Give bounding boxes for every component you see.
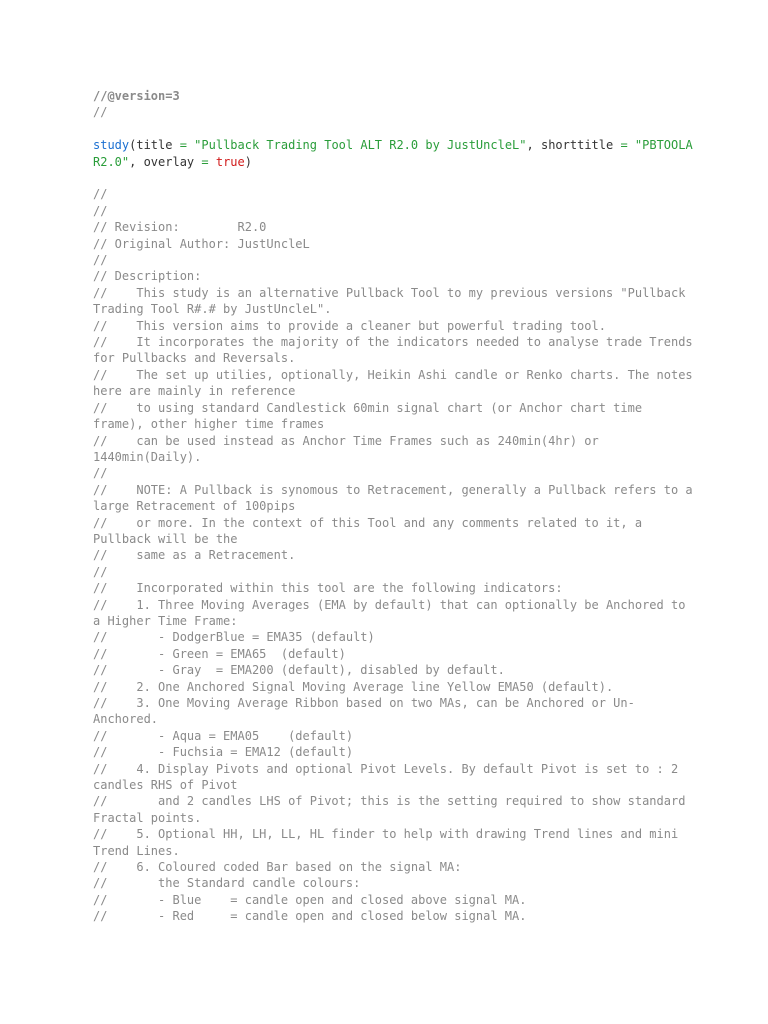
comment-line: // Description: bbox=[93, 269, 202, 284]
comment-line: // 1. Three Moving Averages (EMA by default) that can optionally be Anchored to a Higher Time Frame: bbox=[93, 597, 693, 628]
equals-operator: = bbox=[172, 138, 195, 153]
comment-line: // the Standard candle colours: bbox=[93, 876, 361, 891]
comment-line: // It incorporates the majority of the indicators needed to analyse trade Trends for Pullbacks and Reversals. bbox=[93, 335, 700, 366]
comment-line: // 2. One Anchored Signal Moving Average line Yellow EMA50 (default). bbox=[93, 679, 614, 694]
comment-line: // 3. One Moving Average Ribbon based on two MAs, can be Anchored or Un-Anchored. bbox=[93, 696, 635, 727]
shorttitle-key: shorttitle bbox=[540, 138, 614, 153]
comment-block bbox=[93, 170, 700, 925]
equals-operator: = bbox=[613, 138, 635, 153]
comma: , bbox=[129, 154, 144, 169]
comment-line: // - DodgerBlue = EMA35 (default) bbox=[93, 630, 375, 645]
comment-line: // bbox=[93, 466, 108, 481]
comment-line: // - Blue = candle open and closed above signal MA. bbox=[93, 892, 527, 907]
comment-line: // bbox=[93, 187, 108, 202]
title-key: title bbox=[136, 138, 173, 153]
comment-line: // NOTE: A Pullback is synomous to Retracement, generally a Pullback refers to a large Retracement of 100pips bbox=[93, 482, 700, 514]
comment-line: // 4. Display Pivots and optional Pivot Levels. By default Pivot is set to : 2 candles RHS of Pivot bbox=[93, 761, 686, 793]
code-block bbox=[93, 88, 700, 925]
comment-line: // 5. Optional HH, LH, LL, HL finder to help with drawing Trend lines and mini Trend Lines. bbox=[93, 827, 686, 858]
comment-line: // - Gray = EMA200 (default), disabled by default. bbox=[93, 663, 505, 678]
comment-line: // and 2 candles LHS of Pivot; this is the setting required to show standard Fractal points. bbox=[93, 794, 693, 825]
comment-line: // - Fuchsia = EMA12 (default) bbox=[93, 745, 354, 760]
comment-line: // same as a Retracement. bbox=[93, 548, 296, 563]
comment-line: // can be used instead as Anchor Time Frames such as 240min(4hr) or 1440min(Daily). bbox=[93, 433, 606, 464]
script-document bbox=[93, 88, 700, 925]
comment-line: // This study is an alternative Pullback Tool to my previous versions "Pullback Trading Tool R#.# by JustUncleL". bbox=[93, 285, 693, 317]
comment-line: // bbox=[93, 253, 108, 268]
blank-line bbox=[93, 121, 693, 137]
open-paren: ( bbox=[129, 138, 137, 153]
study-call-line bbox=[93, 137, 700, 170]
comment-line: // - Aqua = EMA05 (default) bbox=[93, 728, 354, 743]
comment-line: // bbox=[93, 203, 108, 218]
version-line: //@version=3 bbox=[93, 89, 180, 103]
comment-line: // 6. Coloured coded Bar based on the signal MA: bbox=[93, 860, 462, 875]
comment-line: // This version aims to provide a cleaner but powerful trading tool. bbox=[93, 318, 606, 333]
comment-line: // or more. In the context of this Tool and any comments related to it, a Pullback will be the bbox=[93, 515, 650, 546]
comment-line: // Original Author: JustUncleL bbox=[93, 236, 310, 251]
comment-line: // The set up utilies, optionally, Heikin Ashi candle or Renko charts. The notes here are mainly in reference bbox=[93, 367, 700, 399]
title-value: "Pullback Trading Tool ALT R2.0 by JustUncleL" bbox=[194, 138, 527, 153]
equals-operator: = bbox=[194, 154, 216, 169]
comment-line: // - Red = candle open and closed below signal MA. bbox=[93, 909, 527, 924]
shorttitle-value: "PBTOOLA R2.0" bbox=[93, 138, 700, 169]
comment-line: // bbox=[93, 105, 108, 120]
comment-line: // to using standard Candlestick 60min signal chart (or Anchor chart time frame), other higher time frames bbox=[93, 400, 650, 432]
comment-line: // Revision: R2.0 bbox=[93, 220, 267, 235]
comment-line: // bbox=[93, 564, 108, 579]
comma: , bbox=[526, 138, 541, 153]
close-paren: ) bbox=[244, 154, 252, 169]
study-function: study bbox=[93, 138, 130, 153]
comment-line bbox=[93, 170, 693, 186]
comment-line: // - Green = EMA65 (default) bbox=[93, 646, 346, 661]
comment-line: // Incorporated within this tool are the following indicators: bbox=[93, 581, 563, 596]
overlay-key: overlay bbox=[143, 154, 195, 169]
overlay-value: true bbox=[215, 154, 245, 169]
